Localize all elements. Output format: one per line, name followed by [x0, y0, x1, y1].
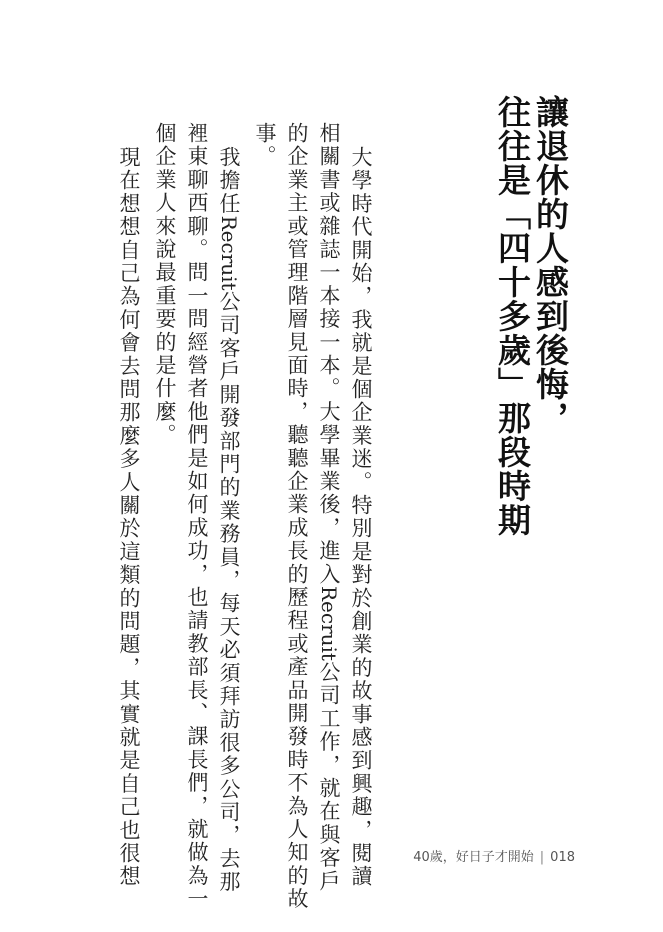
footer-book-title: 40歲，好日子才開始	[413, 850, 534, 865]
body-column-3: 的企業主或管理階層見面時，聽聽企業成長的歷程或產品開發時不為人知的故	[285, 122, 309, 911]
body-column-1: 大學時代開始，我就是個企業迷。特別是對於創業的故事感到興趣，閱讀	[349, 146, 373, 889]
chapter-title-line-2: 往往是「四十多歲」那段時期	[493, 95, 532, 537]
body-column-5-part-b: 公司客戶開發部門的業務員，每天必須拜訪很多公司，去那	[217, 290, 241, 894]
body-column-2-part-b: 公司工作，就在與客戶	[317, 660, 341, 893]
body-column-5	[218, 146, 239, 894]
body-column-7: 個企業人來說最重要的是什麼。	[153, 122, 177, 447]
body-column-5-latin: Recruit	[217, 215, 241, 291]
footer-page-number: 018	[550, 850, 575, 865]
body-column-2-part-a: 相關書或雜誌一本接一本。大學畢業後，進入	[317, 122, 341, 586]
body-column-4: 事。	[253, 122, 277, 169]
chapter-title-line-1: 讓退休的人感到後悔，	[531, 95, 570, 435]
body-column-8: 現在想想自己為何會去問那麼多人關於這類的問題，其實就是自己也很想	[117, 146, 141, 889]
body-column-2-latin: Recruit	[317, 586, 341, 661]
page-footer	[413, 846, 575, 865]
footer-separator: |	[539, 850, 545, 865]
body-column-5-part-a: 我擔任	[217, 146, 241, 216]
body-column-6: 裡東聊西聊。問一問經營者他們是如何成功，也請教部長、課長們，就做為一	[185, 122, 209, 911]
body-column-2	[318, 122, 339, 893]
